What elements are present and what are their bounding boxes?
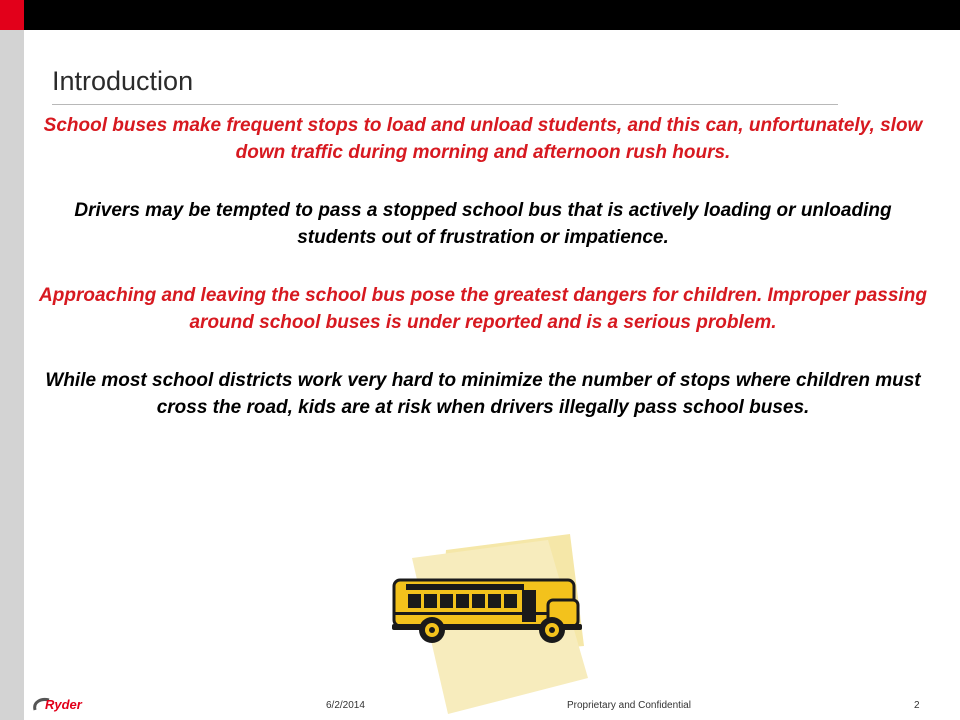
slide-body bbox=[36, 112, 930, 452]
header-bar bbox=[24, 0, 960, 30]
page-number: 2 bbox=[914, 700, 920, 711]
paragraph-3: Approaching and leaving the school bus pose the greatest dangers for children. Improper passing around school buses is under reported and is a serious problem. bbox=[39, 285, 927, 333]
paragraph-2: Drivers may be tempted to pass a stopped school bus that is actively loading or unloading students out of frustration or impatience. bbox=[74, 200, 892, 248]
paragraph-4: While most school districts work very hard to minimize the number of stops where children must cross the road, kids are at risk when drivers illegally pass school buses. bbox=[45, 370, 921, 418]
school-bus-icon bbox=[388, 528, 588, 714]
ryder-logo bbox=[31, 694, 103, 716]
bus-windows bbox=[408, 594, 517, 608]
header-accent-red bbox=[0, 0, 24, 30]
footer-date: 6/2/2014 bbox=[326, 700, 365, 711]
paragraph-1: School buses make frequent stops to load and unload students, and this can, unfortunately, slow down traffic during morning and afternoon rush hours. bbox=[43, 115, 923, 163]
side-strip bbox=[0, 30, 24, 720]
slide-title: Introduction bbox=[52, 66, 194, 96]
bus-door bbox=[522, 590, 536, 622]
bus-roof-band bbox=[406, 584, 524, 590]
svg-text:Ryder: Ryder bbox=[45, 697, 82, 712]
footer-confidential: Proprietary and Confidential bbox=[567, 700, 691, 711]
title-divider bbox=[52, 104, 838, 105]
